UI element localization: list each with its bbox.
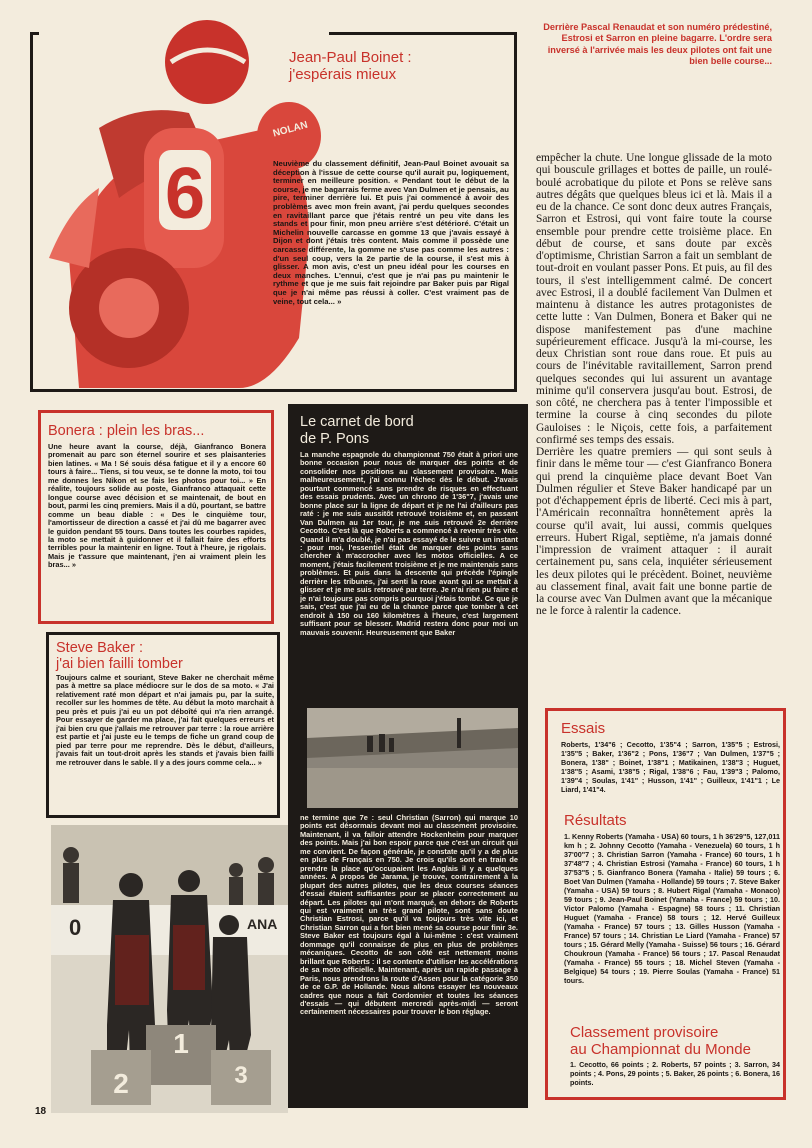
podium-number-1: 1 <box>173 1028 189 1059</box>
pons-text-bottom: ne termine que 7e : seul Christian (Sarron) qui marque 10 points est désormais devant moi au classement provisoire. Maintenant, il va falloir attendre Hockenheim pour marquer des points. Mais j'ai bon espoir parce que c'est un circuit qui me convient. De façon générale, je constate qu'il y a de plus en plus de Français en 750. Je crois qu'ils sont en train de prendre la place qu'occupaient les Anglais il y a quelques années. A propos de Jarama, je trouve, contrairement à la plupart des autres pilotes, que les deux courses séances d'essai étaient suffisantes pour se placer correctement au départ. Les pilotes qui m'ont marqué, en dehors de Roberts qui est vraiment un très grand pilote, sont sans doute Christian Estrosi, parce qu'il va toujours très vite ici, et Christian Sarron qui a fort bien mené sa course pour finir 3e. Steve Baker est toujours égal à lui-même : c'est vraiment dommage qu'il connaisse de plus en plus de problèmes mécaniques. Cecotto de son côté est nettement moins brillant que Roberts : il se contente d'utiliser les accélérations de sa moto officielle. Maintenant, après un rapide passage à Paris, nous prendrons la route d'Assen pour la catégorie 350 de ce G.P. de Hollande. Nous allons essayer les nouveaux cadres que nous a fait Cordonnier et toutes les séances d'essais — qui débutent mercredi après-midi — seront certainement nécessaires pour trouver le bon réglage. <box>300 814 518 1017</box>
classement-title-line1: Classement provisoire <box>570 1024 719 1041</box>
article-paragraph-1: empêcher la chute. Une longue glissade de la moto qui bouscule grillages et bottes de paille, un roulé-boulé acrobatique du pilote et Pons se relève sans autres dégâts que quelques bleus ici et là. Mais il a eu de la chance. Ce sont donc deux autres Français, Sarron et Estrosi, qui vont faire toute la course ensemble pour prendre cette troisième place. En début de course, et sans doute par excès d'optimisme, Christian Sarron a fait un semblant de tout-droit en voulant passer Pons. Et puis, au fil des tours, il s'est intelligemment calmé. De concert avec Estrosi, il a doublé facilement Van Dulmen et maintenu à distance les autres protagonistes de cette lutte : Van Dulmen, Bonera et Baker qui ne dispose manifestement pas d'une machine supérieurement efficace. Jusqu'à la mi-course, les deux Christian sont roue dans roue. Et puis au cours de l'inévitable ravitaillement, Sarron prend quelques secondes qui lui assurent un avantage minime qu'il conservera jusqu'au bout. Estrosi, de son côté, ne cherchera pas à tenter l'impossible et termine la course à cinq secondes du pilote Gauloises : le Niçois, cette fois, a parfaitement confirmé ses temps des essais. <box>536 152 772 446</box>
bonera-title: Bonera : plein les bras... <box>48 423 205 439</box>
baker-title-line2: j'ai bien failli tomber <box>56 656 183 672</box>
pons-title-line2: de P. Pons <box>300 431 370 447</box>
pons-title-line1: Le carnet de bord <box>300 414 414 430</box>
classement-title <box>570 1024 751 1058</box>
boinet-title-line1: Jean-Paul Boinet : <box>289 49 412 66</box>
pons-title <box>300 414 414 448</box>
classement-text: 1. Cecotto, 66 points ; 2. Roberts, 57 points ; 3. Sarron, 34 points ; 4. Pons, 29 points ; 5. Baker, 26 points ; 6. Bonera, 16 points. <box>570 1060 780 1087</box>
resultats-title: Résultats <box>564 812 627 829</box>
rider-number: 6 <box>164 154 206 234</box>
classement-title-line2: au Championnat du Monde <box>570 1041 751 1058</box>
podium-number-3: 3 <box>234 1062 248 1089</box>
page-number: 18 <box>35 1106 47 1117</box>
bonera-text: Une heure avant la course, déjà, Gianfranco Bonera promenait au parc son éternel sourire et ses plaisanteries bien latines. « Ma ! Sé souis désa fatigue et il y a encore 60 tours à faire... Tiens, si tou veux, se te donne la moto, toi tou me donnes les Nikon et se fais les photos pour toi... » En réalite, toujours solide au poste, Gianfranco attaquait cette longue course avec décision et se maintenait, de bout en bout, parmi les cinq premiers. Mais il a dû, pourtant, se battre comme un beau diable : « Des le cinquième tour, l'amortisseur de direction a cassé et j'ai dû me bagarrer avec le guidon pendant 55 tours. Dans toutes les courbes rapides, la moto se mettait à guidonner et il fallait faire des efforts terribles pour la maintenir en ligne. Tout à l'heure, je rigolais. Mais je t'assure que maintenant, j'en ai vraiment plein les bras... » <box>48 443 266 570</box>
boinet-title <box>289 49 412 83</box>
pons-crash-photo <box>307 708 518 808</box>
boinet-text: Neuvième du classement définitif, Jean-Paul Boinet avouait sa déception à l'issue de cette course qu'il aurait pu, logiquement, terminer en meilleure position. « Pendant tout le début de la course, je me bagarrais ferme avec Van Dulmen et je pensais, au pire, terminer derrière lui. Et puis j'ai commencé à avoir des problèmes avec mon frein avant, j'ai perdu quelques secondes en ravitaillant parce que j'étais rentré un peu vite dans les stands et pour finir, mon pneu arrière s'est détérioré. C'était un Michelin nouvelle carcasse en gomme 13 que j'avais essayé à Dijon et dont j'étais très content. Mais comme il possède une carcasse différente, la gomme ne s'use pas comme les autres : d'un seul coup, vers la 2e partie de la course, il s'est mis à glisser. A mon avis, c'est un pneu idéal pour les courses en deux manches. L'ennui, c'est que je n'ai pas pu maintenir le rythme et que je me suis fait rejoindre par Baker puis par Rigal que je n'ai même pas réussi à coller. C'est vraiment pas de veine, tout cela... » <box>273 160 509 306</box>
baker-title <box>56 640 183 672</box>
boinet-title-line2: j'espérais mieux <box>289 66 397 83</box>
article-column <box>536 152 772 700</box>
pons-text-top: La manche espagnole du championnat 750 était à priori une bonne occasion pour nous de marquer des points et de consolider nos positions au classement provisoire. Mais malheureusement, j'ai connu l'échec dès le début. J'avais pourtant commencé sans prendre de risques en effectuant des essais prudents. Avec un chrono de 1'36"7, j'avais une bonne place sur la ligne de départ et je ne l'ai d'ailleurs pas raté : je me suis aussitôt retrouvé troisième et, en passant Van Dulmen au 1er tour, je me suis retrouvé 2e derrière Cecotto. C'est là que Roberts a commencé à revenir très vite. Quand il m'a doublé, je n'ai pas essayé de le suivre un instant : pour moi, l'essentiel était de marquer des points sans chercher à m'accrocher avec les motos officielles. A ce moment, j'étais facilement troisième et je me maintenais sans problèmes. Et puis dans la descente qui précède l'épingle derrière les tribunes, j'ai senti la roue avant qui se mettait à glisser et je me suis retrouvé par terre. Je n'ai rien pu faire et je n'ai toujours pas compris pourquoi j'étais tombé. Ce que je sais, c'est que j'ai eu de la chance parce que tomber à cet endroit à 150 ou 160 kilomètres à l'heure, c'est largement suffisant pour se blesser. Madrid restera donc pour moi un mauvais souvenir. Heureusement que Baker <box>300 451 518 637</box>
essais-title: Essais <box>561 720 606 737</box>
helmet-text: NOLAN <box>271 119 309 140</box>
resultats-text: 1. Kenny Roberts (Yamaha - USA) 60 tours, 1 h 36'29"5, 127,011 km h ; 2. Johnny Cecotto (Yamaha - Venezuela) 60 tours, 1 h 37'00"7 ; 3. Christian Sarron (Yamaha - France) 60 tours, 1 h 37'48"7 ; 4. Christian Estrosi (Yamaha - France) 60 tours, 1 h 37'53"5 ; 5. Gianfranco Bonera (Yamaha - Italie) 59 tours ; 6. Boet Van Dulmen (Yamaha - Hollande) 59 tours ; 7. Steve Baker (Yamaha - USA) 59 tours ; 8. Hubert Rigal (Yamaha - Monaco) 59 tours ; 9. Jean-Paul Boinet (Yamaha - France) 59 tours ; 10. Victor Palomo (Yamaha - Espagne) 58 tours ; 11. Christian Huguet (Yamaha - France) 58 tours ; 12. Hervé Guilleux (Yamaha - France) 57 tours ; 13. Gilles Husson (Yamaha - France) 57 tours ; 14. Christian Le Liard (Yamaha - France) 57 tours ; 15. Gérard Melly (Yamaha - Suisse) 56 tours ; 16. Gérard Choukroun (Yamaha - France) 56 tours ; 17. Pascal Renaudat (Yamaha - France) 55 tours ; 18. Michel Steven (Yamaha - Belgique) 54 tours ; 19. Pierre Soulas (Yamaha - France) 51 tours. <box>564 832 780 985</box>
svg-text:ANA: ANA <box>247 916 278 932</box>
baker-text: Toujours calme et souriant, Steve Baker ne cherchait même pas à mettre sa place médiocre sur le dos de sa moto. « J'ai relativement raté mon départ et n'ai jamais pu, par la suite, recoller sur les hommes de tête. Au début la moto marchait à peu près et puis j'ai eu un pot déboîté qui n'a rien arrangé. Pour essayer de garder ma place, j'ai fait quelques erreurs et j'ai bien cru que j'allais me retrouver par terre : la roue arrière est partie et j'ai juste eu le temps de fiche un grand coup de pied par terre pour me reprendre. Dès le début, d'ailleurs, j'avais fait un tout-droit après les stands et j'avais bien failli me retrouver dans le sable. Il y a des jours comme cela... » <box>56 674 274 767</box>
podium-number-2: 2 <box>113 1068 129 1099</box>
photo-caption: Derrière Pascal Renaudat et son numéro prédestiné, Estrosi et Sarron en pleine bagarre. L'ordre sera inversé à l'arrivée mais les deux pilotes ont fait une bien belle course... <box>543 22 772 66</box>
baker-title-line1: Steve Baker : <box>56 640 144 656</box>
svg-text:0: 0 <box>69 915 82 940</box>
article-paragraph-2: Derrière les quatre premiers — qui sont seuls à finir dans le même tour — c'est Gianfranco Bonera qui prend la cinquième place devant Boet Van Dulmen régulier et Steve Baker handicapé par un pot d'échappement épris de liberté. Ceci mis à part, l'Américain reconnaîtra honnêtement après la course qu'il avait, lui aussi, commis quelques erreurs. Hubert Rigal, septième, n'a jamais donné l'impression de vraiment attaquer : il aurait certainement pu, sans cela, inquiéter sérieusement les deux pilotes qui le précèdent. Boinet, neuvième au classement final, avait fait une bonne partie de la course avec Van Dulmen avant que la mécanique ne le force à ralentir la cadence. <box>536 446 772 618</box>
podium-photo <box>51 825 288 1113</box>
essais-text: Roberts, 1'34"6 ; Cecotto, 1'35"4 ; Sarron, 1'35"5 ; Estrosi, 1'35"5 ; Baker, 1'36"2 ; Pons, 1'36"7 ; Van Dulmen, 1'37"5 ; Bonera, 1'38" ; Boinet, 1'38"1 ; Matikainen, 1'38"3 ; Huguet, 1'38"5 ; Asami, 1'38"5 ; Rigal, 1'38"6 ; Fau, 1'39"3 ; Palomo, 1'39"4 ; Soulas, 1'41" ; Husson, 1'41" ; Guilleux, 1'41"1 ; Le Liard, 1'41"4. <box>561 740 780 794</box>
